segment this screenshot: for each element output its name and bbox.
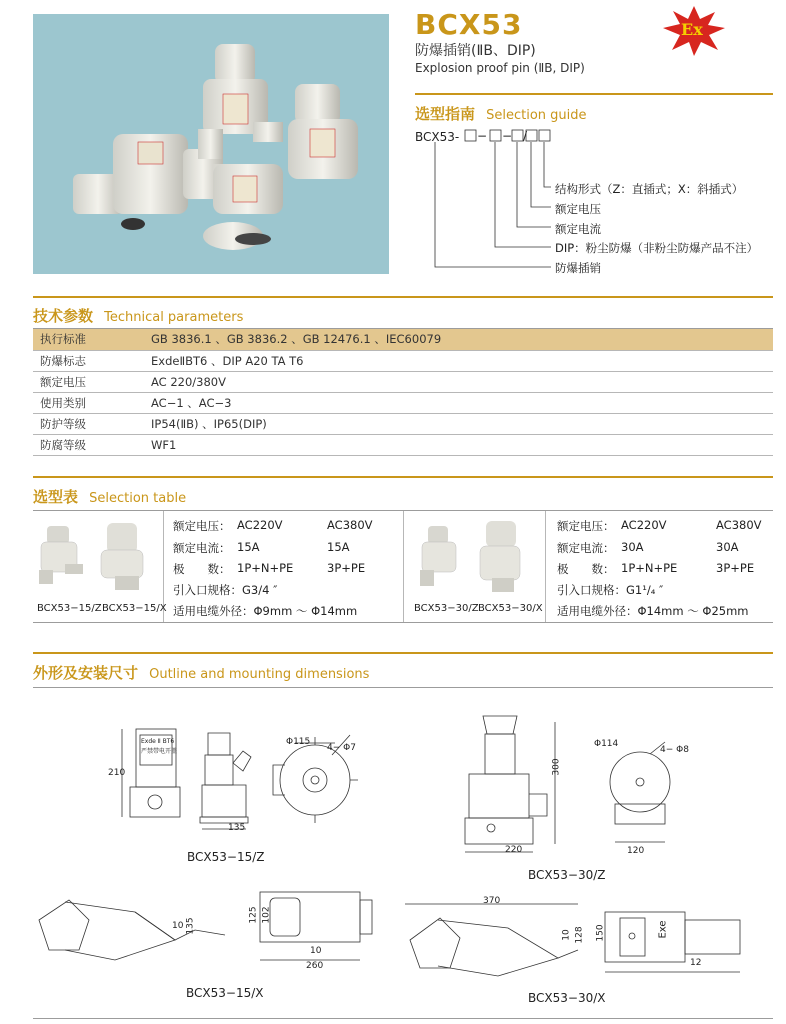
- dim-phi114: Φ114: [594, 739, 619, 749]
- dimensions-title-cn: 外形及安装尺寸: [33, 664, 139, 682]
- socket-vertical-image: [198, 44, 283, 159]
- plate-text-rating: Exde Ⅱ BT6: [141, 738, 175, 745]
- param-key: 执行标准: [33, 329, 121, 350]
- divider: [33, 476, 773, 478]
- poles-a: 1P+N+PE: [237, 561, 294, 575]
- divider: [415, 93, 773, 95]
- current-label: 额定电流：: [557, 541, 615, 555]
- caption-30z: BCX53−30/Z: [528, 868, 606, 882]
- current-label: 额定电流：: [173, 541, 231, 555]
- param-value: AC−1 、AC−3: [121, 392, 773, 413]
- thumb-30a-image: [414, 518, 539, 598]
- product-title: BCX53: [415, 8, 523, 41]
- divider: [33, 1018, 773, 1019]
- dim-135b: 135: [185, 917, 196, 935]
- drawing-30x: [400, 900, 780, 980]
- guide-item-dip: DIP：粉尘防爆（非粉尘防爆产品不注）: [555, 241, 759, 255]
- caption-15z: BCX53−15/Z: [187, 850, 265, 864]
- selection-table-title-en: Selection table: [89, 491, 187, 506]
- product-subtitle-en: Explosion proof pin (ⅡB, DIP): [415, 61, 585, 75]
- dim-10: 10: [172, 921, 184, 931]
- ex-badge-text: Ex: [681, 20, 703, 39]
- plate-text-warning: 严禁带电开盖: [141, 748, 178, 755]
- poles-label: 极 数：: [173, 562, 231, 576]
- technical-title-cn: 技术参数: [33, 307, 94, 325]
- param-key: 防爆标志: [33, 350, 121, 371]
- entry-spec: 引入口规格：G3/4 ″: [173, 583, 278, 597]
- param-key: 额定电压: [33, 371, 121, 392]
- poles-b: 3P+PE: [327, 561, 366, 575]
- divider: [403, 511, 404, 622]
- table-row: [33, 434, 773, 455]
- param-value: IP54(ⅡB) 、IP65(DIP): [121, 413, 773, 434]
- socket-right-image: [288, 84, 358, 179]
- model-label: BCX53−30/X: [478, 603, 543, 614]
- cable-spec: 适用电缆外径：Φ9mm ～ Φ14mm: [173, 604, 358, 618]
- divider: [33, 296, 773, 298]
- dim-holes7: 4− Φ7: [327, 743, 356, 753]
- technical-title-en: Technical parameters: [104, 310, 244, 325]
- caption-15x: BCX53−15/X: [186, 986, 264, 1000]
- table-row: [33, 350, 773, 371]
- divider: [545, 511, 546, 622]
- caption-30x: BCX53−30/X: [528, 991, 606, 1005]
- dim-370: 370: [483, 896, 501, 906]
- thumb-15a-image: [35, 518, 160, 598]
- product-subtitle-cn: 防爆插销(ⅡB、DIP): [415, 43, 536, 59]
- current-a: 15A: [237, 540, 260, 554]
- socket-bottom-image: [203, 164, 283, 250]
- param-value: WF1: [121, 434, 773, 455]
- param-value: AC 220/380V: [121, 371, 773, 392]
- selection-guide-heading: [415, 103, 587, 124]
- voltage-a: AC220V: [621, 518, 667, 532]
- selection-table-heading: [33, 486, 186, 507]
- dim-10b: 10: [310, 946, 322, 956]
- dim-128: 128: [574, 926, 585, 944]
- technical-table: [33, 329, 773, 456]
- dim-102: 102: [261, 906, 272, 924]
- svg-text:−: −: [502, 129, 513, 143]
- dimensions-title-en: Outline and mounting dimensions: [149, 667, 370, 682]
- model-label: BCX53−15/Z: [37, 603, 102, 614]
- exe-label: Exe: [657, 920, 669, 939]
- dimensions-heading: [33, 662, 369, 683]
- current-a: 30A: [621, 540, 644, 554]
- poles-a: 1P+N+PE: [621, 561, 678, 575]
- dim-220: 220: [505, 845, 523, 855]
- svg-text:−: −: [477, 129, 488, 143]
- model-label: BCX53−15/X: [102, 603, 167, 614]
- entry-spec: 引入口规格：G1¹/₄ ″: [557, 583, 664, 597]
- ex-badge: [663, 6, 725, 56]
- guide-item-structure: 结构形式（Z：直插式；X：斜插式）: [555, 182, 744, 196]
- poles-b: 3P+PE: [716, 561, 755, 575]
- table-row: [33, 329, 773, 350]
- voltage-b: AC380V: [327, 518, 373, 532]
- guide-item-voltage: 额定电压: [555, 202, 601, 216]
- dim-10c: 10: [561, 929, 572, 941]
- model-code-prefix: BCX53-: [415, 130, 460, 144]
- drawing-15x: [35, 880, 385, 980]
- param-key: 防腐等级: [33, 434, 121, 455]
- technical-heading: [33, 305, 243, 326]
- dim-125: 125: [248, 906, 259, 924]
- voltage-label: 额定电压：: [557, 519, 615, 533]
- table-row: [33, 371, 773, 392]
- param-value: GB 3836.1 、GB 3836.2 、GB 12476.1 、IEC60079: [121, 329, 773, 350]
- dim-holes8: 4− Φ8: [660, 745, 689, 755]
- model-label: BCX53−30/Z: [414, 603, 479, 614]
- voltage-b: AC380V: [716, 518, 762, 532]
- voltage-a: AC220V: [237, 518, 283, 532]
- svg-text:/: /: [523, 129, 528, 143]
- guide-item-current: 额定电流: [555, 222, 601, 236]
- param-value: ExdeⅡBT6 、DIP A20 TA T6: [121, 350, 773, 371]
- cable-spec: 适用电缆外径：Φ14mm ～ Φ25mm: [557, 604, 749, 618]
- selection-guide-title-cn: 选型指南: [415, 105, 476, 123]
- selection-guide-title-en: Selection guide: [486, 108, 587, 123]
- dim-120: 120: [627, 846, 645, 856]
- product-photo: [33, 14, 389, 274]
- dim-210: 210: [108, 768, 126, 778]
- dim-135: 135: [228, 823, 246, 833]
- drawing-30z: [455, 712, 715, 862]
- divider: [33, 687, 773, 688]
- dim-260: 260: [306, 961, 324, 971]
- current-b: 15A: [327, 540, 350, 554]
- dim-150: 150: [595, 924, 606, 942]
- dim-300: 300: [551, 758, 562, 776]
- dim-phi115: Φ115: [286, 737, 311, 747]
- param-key: 使用类别: [33, 392, 121, 413]
- current-b: 30A: [716, 540, 739, 554]
- table-row: [33, 392, 773, 413]
- selection-table-title-cn: 选型表: [33, 488, 79, 506]
- divider: [33, 622, 773, 623]
- poles-label: 极 数：: [557, 562, 615, 576]
- guide-item-plug: 防爆插销: [555, 261, 601, 275]
- divider: [33, 652, 773, 654]
- dim-12: 12: [690, 958, 702, 968]
- voltage-label: 额定电压：: [173, 519, 231, 533]
- param-key: 防护等级: [33, 413, 121, 434]
- table-row: [33, 413, 773, 434]
